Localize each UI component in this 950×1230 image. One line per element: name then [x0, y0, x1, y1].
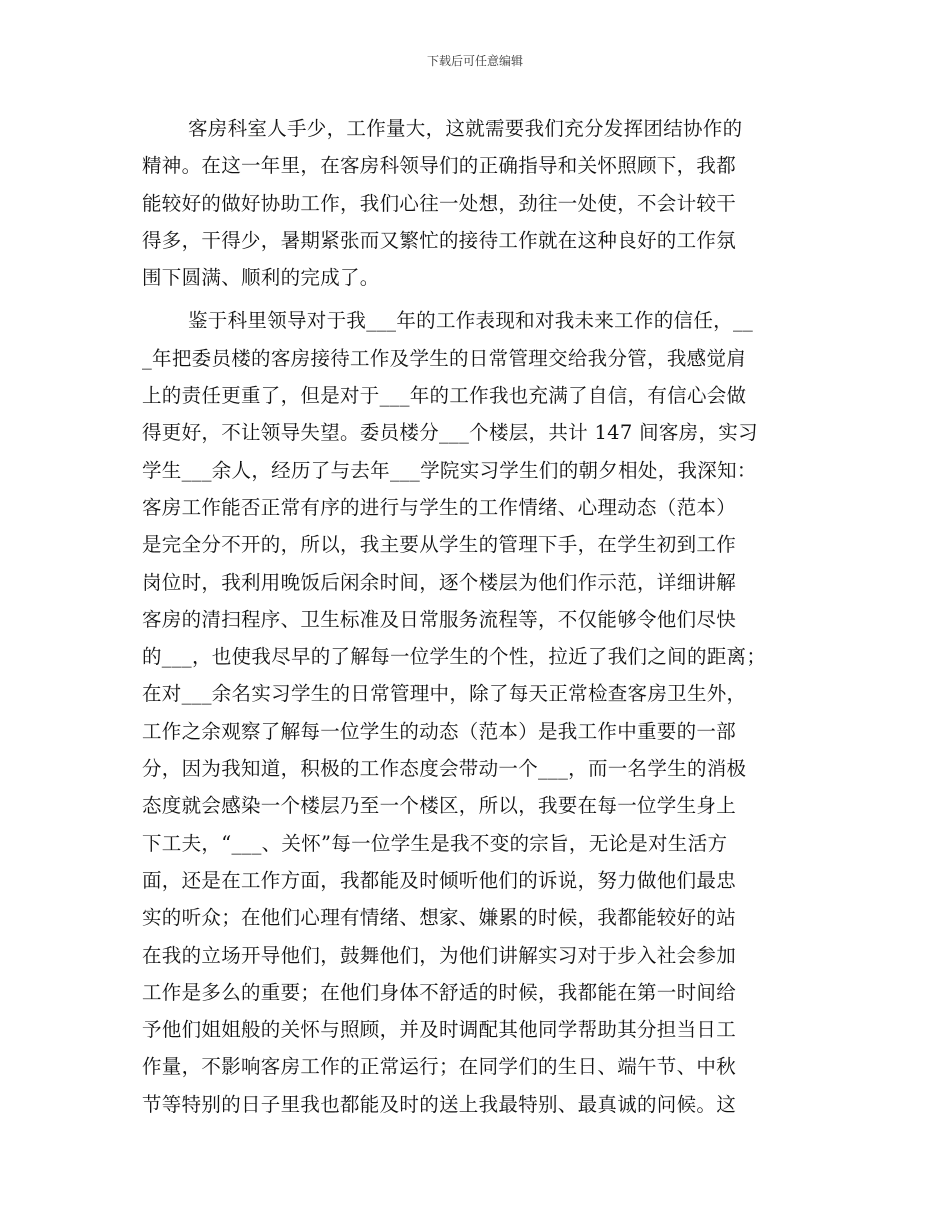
text-line: 实的听众；在他们心理有情绪、想家、嫌累的时候，我都能较好的站 — [142, 906, 737, 930]
text-line: 客房的清扫程序、卫生标准及日常服务流程等，不仅能够令他们尽快 — [142, 607, 737, 631]
text-line: 得多，干得少，暑期紧张而又繁忙的接待工作就在这种良好的工作氛 — [142, 228, 737, 252]
text-line: 能较好的做好协助工作，我们心往一处想，劲往一处使，不会计较干 — [142, 191, 737, 215]
text-line: 鉴于科里领导对于我___年的工作表现和对我未来工作的信任，__ — [188, 309, 754, 333]
text-line: 上的责任更重了，但是对于___年的工作我也充满了自信，有信心会做 — [142, 384, 747, 408]
paragraph-2 — [142, 302, 802, 1123]
text-line: 围下圆满、顺利的完成了。 — [142, 266, 380, 290]
text-line: 在我的立场开导他们，鼓舞他们，为他们讲解实习对于步入社会参加 — [142, 943, 737, 967]
text-line: _年把委员楼的客房接待工作及学生的日常管理交给我分管，我感觉肩 — [142, 346, 747, 370]
text-line: 节等特别的日子里我也都能及时的送上我最特别、最真诚的问候。这 — [142, 1092, 737, 1116]
text-line: 工作是多么的重要；在他们身体不舒适的时候，我都能在第一时间给 — [142, 980, 737, 1004]
text-line: 工作之余观察了解每一位学生的动态（范本）是我工作中重要的一部 — [142, 719, 737, 743]
text-line: 在对___余名实习学生的日常管理中，除了每天正常检查客房卫生外， — [142, 682, 747, 706]
text-line: 下工夫，“___、关怀”每一位学生是我不变的宗旨，无论是对生活方 — [142, 831, 728, 855]
text-line: 客房科室人手少，工作量大，这就需要我们充分发挥团结协作的 — [188, 117, 743, 140]
paragraph-1 — [142, 110, 802, 296]
text-line: 作量，不影响客房工作的正常运行；在同学们的生日、端午节、中秋 — [142, 1055, 737, 1079]
text-line: 的___，也使我尽早的了解每一位学生的个性，拉近了我们之间的距离； — [142, 645, 767, 669]
text-line: 得更好，不让领导失望。委员楼分___个楼层，共计 147 间客房，实习 — [142, 421, 758, 445]
text-line: 态度就会感染一个楼层乃至一个楼区，所以，我要在每一位学生身上 — [142, 794, 737, 818]
page-header: 下载后可任意编辑 — [426, 54, 523, 68]
text-line: 分，因为我知道，积极的工作态度会带动一个___，而一名学生的消极 — [142, 757, 747, 781]
text-line: 精神。在这一年里，在客房科领导们的正确指导和关怀照顾下，我都 — [142, 154, 737, 178]
text-line: 是完全分不开的，所以，我主要从学生的管理下手，在学生初到工作 — [142, 533, 737, 557]
document-body — [142, 110, 802, 1123]
text-line: 客房工作能否正常有序的进行与学生的工作情绪、心理动态（范本） — [142, 495, 737, 519]
text-line: 学生___余人，经历了与去年___学院实习学生们的朝夕相处，我深知： — [142, 458, 757, 482]
text-line: 岗位时，我利用晚饭后闲余时间，逐个楼层为他们作示范，详细讲解 — [142, 570, 737, 594]
text-line: 面，还是在工作方面，我都能及时倾听他们的诉说，努力做他们最忠 — [142, 868, 737, 892]
text-line: 予他们姐姐般的关怀与照顾，并及时调配其他同学帮助其分担当日工 — [142, 1018, 737, 1042]
